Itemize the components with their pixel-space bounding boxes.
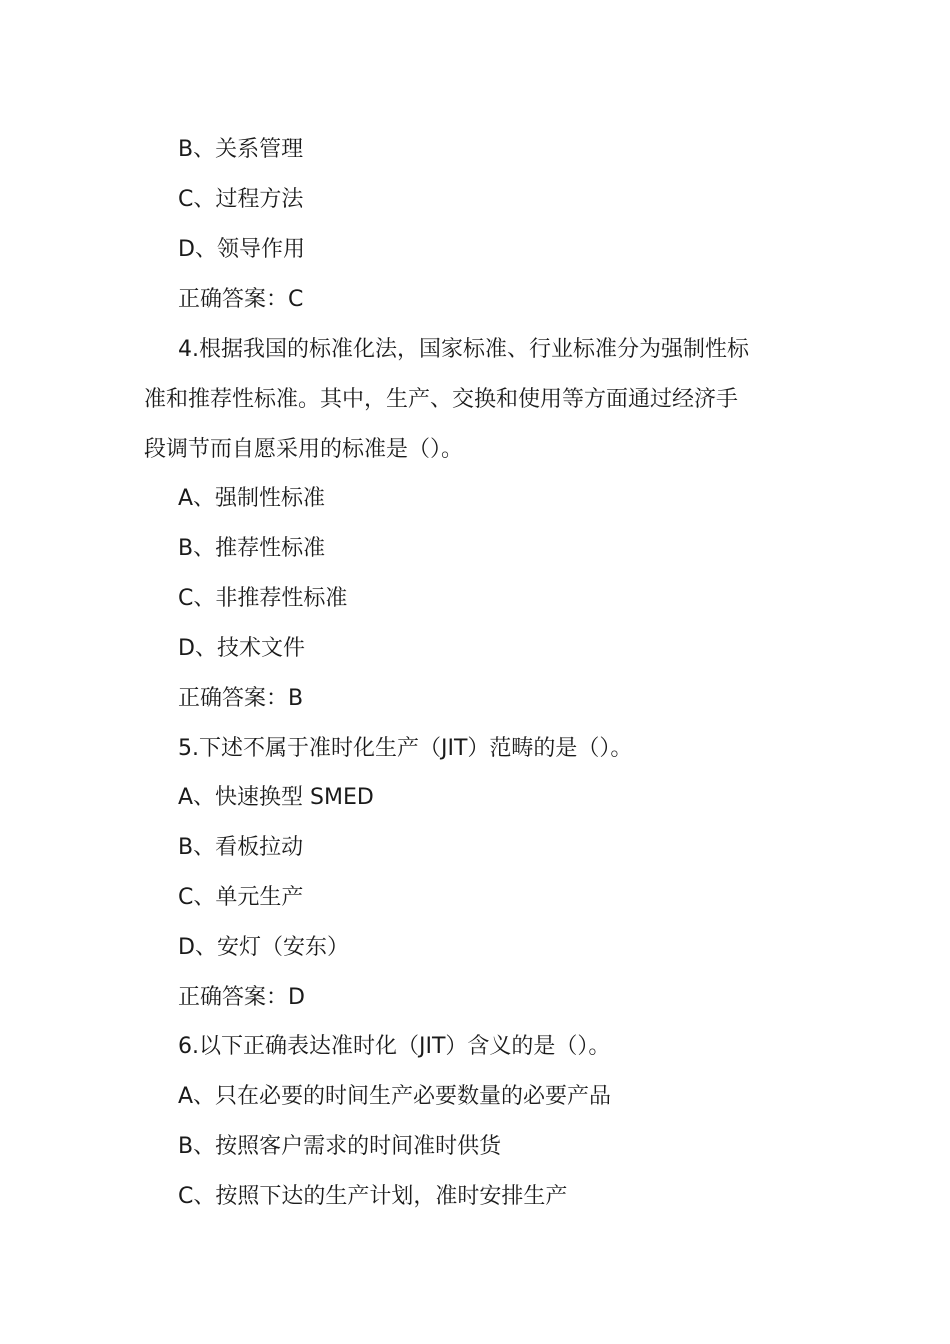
option-b-q3: B、关系管理 [178, 137, 304, 162]
question-6: 6.以下正确表达准时化（JIT）含义的是（）。 [178, 1034, 611, 1059]
option-b-q6: B、按照客户需求的时间准时供货 [178, 1134, 502, 1159]
question-4-line-3: 段调节而自愿采用的标准是（）。 [144, 437, 464, 462]
option-a-q6: A、只在必要的时间生产必要数量的必要产品 [178, 1084, 612, 1109]
answer-q4: 正确答案：B [178, 686, 304, 711]
option-c-q4: C、非推荐性标准 [178, 586, 348, 611]
option-d-q3: D、领导作用 [178, 237, 305, 262]
answer-q5: 正确答案：D [178, 985, 305, 1010]
option-b-q4: B、推荐性标准 [178, 536, 326, 561]
question-4-line-2: 准和推荐性标准。其中，生产、交换和使用等方面通过经济手 [144, 387, 739, 412]
option-c-q6: C、按照下达的生产计划，准时安排生产 [178, 1184, 568, 1209]
option-a-q4: A、强制性标准 [178, 486, 326, 511]
answer-q3: 正确答案：C [178, 287, 304, 312]
option-a-q5: A、快速换型 SMED [178, 785, 374, 810]
option-c-q5: C、单元生产 [178, 885, 304, 910]
option-d-q5: D、安灯（安东） [178, 935, 349, 960]
option-b-q5: B、看板拉动 [178, 835, 304, 860]
question-4-line-1: 4.根据我国的标准化法，国家标准、行业标准分为强制性标 [178, 337, 749, 362]
question-5: 5.下述不属于准时化生产（JIT）范畴的是（）。 [178, 736, 633, 761]
option-c-q3: C、过程方法 [178, 187, 304, 212]
option-d-q4: D、技术文件 [178, 636, 305, 661]
